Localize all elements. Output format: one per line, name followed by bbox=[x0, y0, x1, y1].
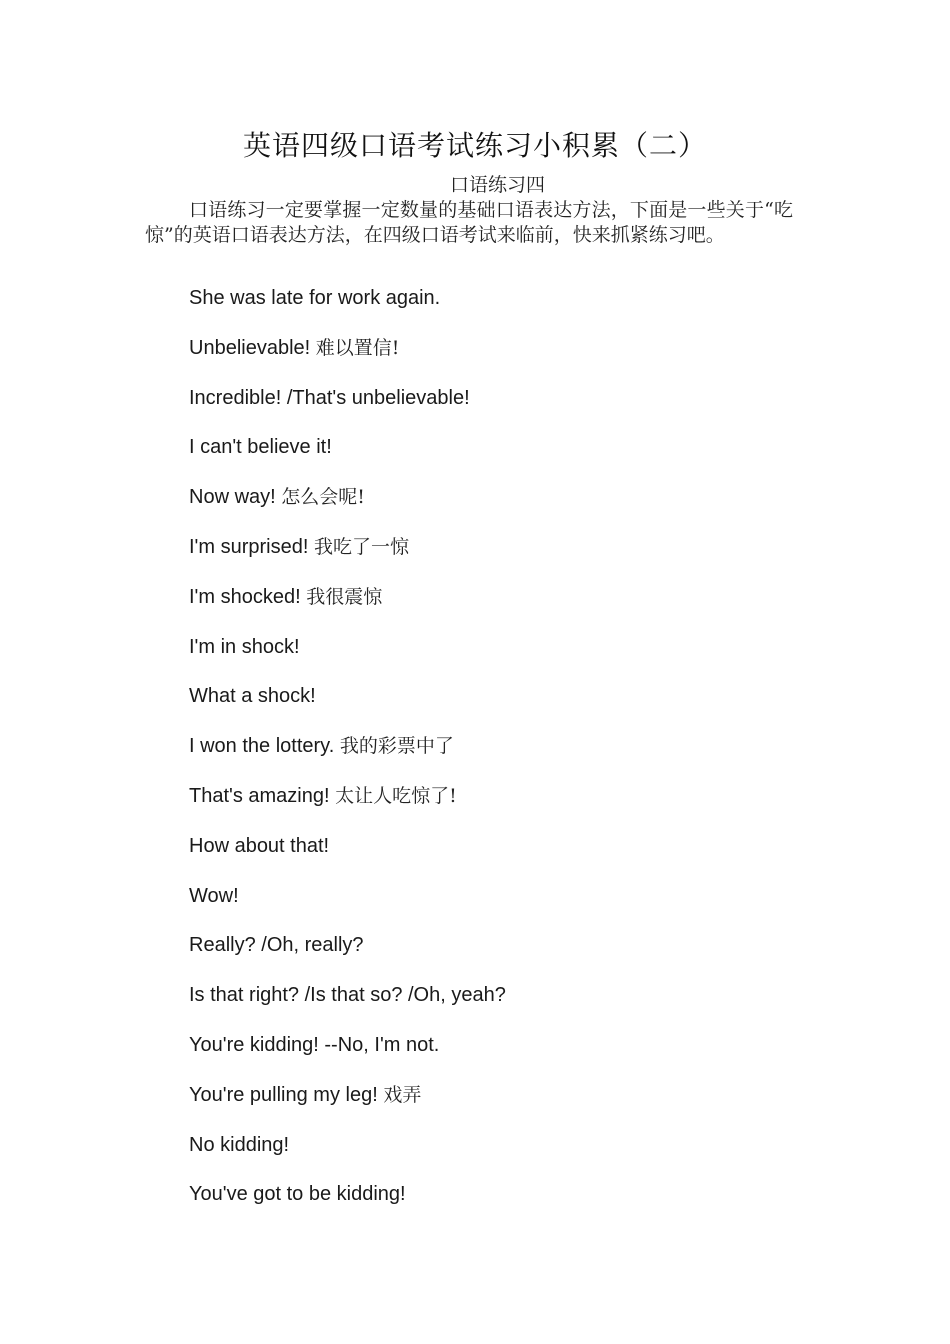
phrase-chinese: 怎么会呢! bbox=[281, 486, 365, 509]
phrase-english: She was late for work again. bbox=[189, 287, 441, 309]
phrase-line bbox=[189, 633, 506, 683]
phrase-line bbox=[189, 832, 506, 882]
phrase-chinese: 我的彩票中了 bbox=[339, 735, 454, 758]
phrase-english: You've got to be kidding! bbox=[189, 1183, 406, 1206]
phrase-chinese: 难以置信! bbox=[315, 336, 400, 359]
phrase-english: I'm surprised! bbox=[189, 535, 309, 558]
phrase-line bbox=[189, 483, 506, 533]
phrase-line bbox=[189, 384, 506, 434]
phrase-english: Really? /Oh, really? bbox=[189, 934, 364, 957]
phrase-english: What a shock! bbox=[189, 685, 316, 708]
phrase-line bbox=[189, 433, 506, 483]
phrase-line bbox=[189, 931, 506, 981]
phrase-english: Wow! bbox=[189, 884, 239, 907]
phrase-line bbox=[189, 782, 506, 832]
phrase-line bbox=[189, 682, 506, 732]
phrase-english: Now way! bbox=[189, 486, 276, 509]
document-title: 英语四级口语考试练习小积累（二） bbox=[242, 129, 707, 162]
phrase-chinese: 我吃了一惊 bbox=[313, 535, 409, 558]
phrase-english: I'm shocked! bbox=[189, 585, 301, 608]
phrase-english: I'm in shock! bbox=[189, 635, 300, 658]
phrase-english: No kidding! bbox=[189, 1133, 290, 1156]
phrase-chinese: 戏弄 bbox=[383, 1083, 422, 1106]
phrase-line bbox=[189, 1031, 506, 1081]
phrase-english: I can't believe it! bbox=[189, 436, 332, 459]
phrase-line bbox=[189, 583, 506, 633]
phrase-english: I won the lottery. bbox=[189, 735, 335, 758]
phrase-english: Incredible! /That's unbelievable! bbox=[189, 386, 470, 409]
phrase-english: You're kidding! --No, I'm not. bbox=[189, 1033, 440, 1056]
phrase-line bbox=[189, 1180, 506, 1230]
phrase-list bbox=[189, 284, 506, 1230]
document-subtitle: 口语练习四 bbox=[449, 174, 545, 196]
phrase-english: You're pulling my leg! bbox=[189, 1083, 378, 1106]
phrase-line bbox=[189, 284, 506, 334]
phrase-line bbox=[189, 882, 506, 932]
phrase-line bbox=[189, 334, 506, 384]
phrase-english: Is that right? /Is that so? /Oh, yeah? bbox=[189, 984, 506, 1007]
intro-paragraph: 口语练习一定要掌握一定数量的基础口语表达方法，下面是一些关于“吃惊”的英语口语表达方法，在四级口语考试来临前，快来抓紧练习吧。 bbox=[145, 199, 793, 246]
phrase-line bbox=[189, 981, 506, 1031]
phrase-line bbox=[189, 533, 506, 583]
phrase-english: Unbelievable! bbox=[189, 336, 311, 359]
phrase-line bbox=[189, 1081, 506, 1131]
phrase-line bbox=[189, 1131, 506, 1181]
phrase-chinese: 太让人吃惊了! bbox=[335, 784, 457, 807]
phrase-chinese: 我很震惊 bbox=[306, 585, 383, 608]
phrase-english: How about that! bbox=[189, 834, 330, 857]
phrase-line bbox=[189, 732, 506, 782]
phrase-english: That's amazing! bbox=[189, 784, 330, 807]
